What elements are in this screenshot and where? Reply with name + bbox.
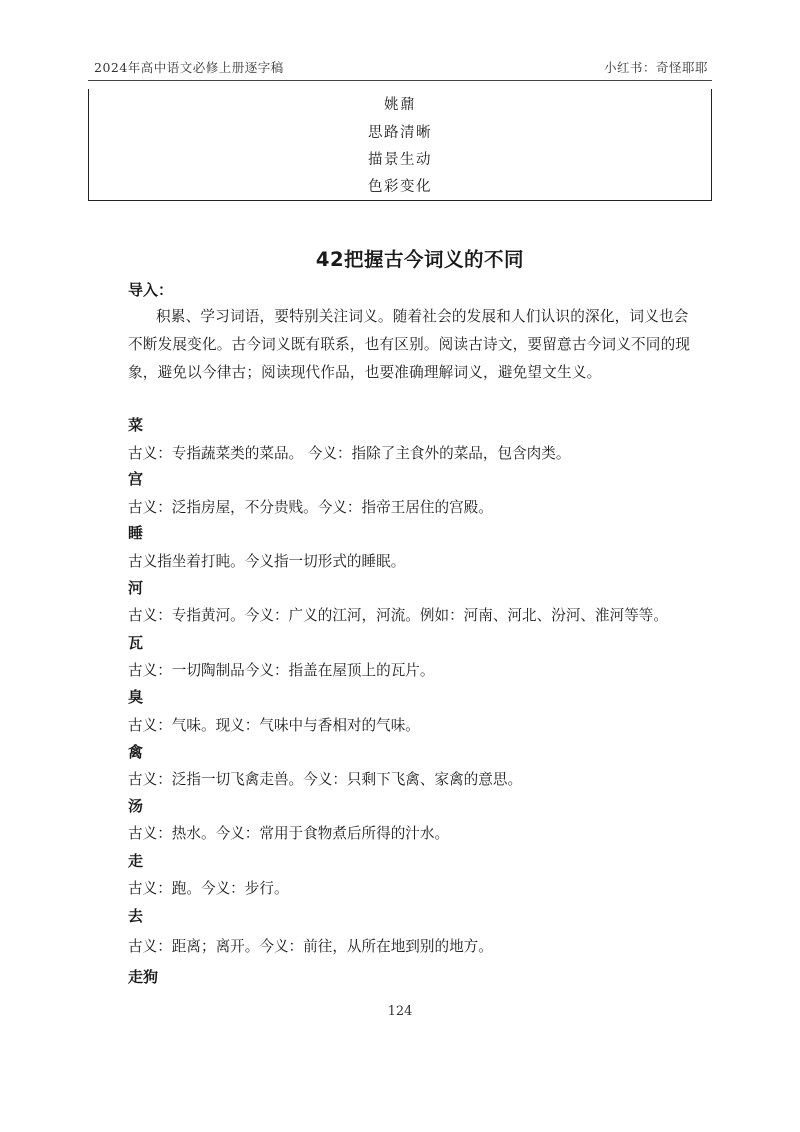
intro-line: 不断发展变化。古今词义既有联系，也有区别。阅读古诗文，要留意古今词义不同的现 <box>128 336 691 353</box>
section-title: 42把握古今词义的不同 <box>315 248 525 271</box>
page-header <box>88 56 712 76</box>
entry-definition: 古义指坐着打盹。今义指一切形式的睡眠。 <box>128 553 406 570</box>
entry-word: 宫 <box>128 470 144 488</box>
header-author: 小红书：奇怪耶耶 <box>603 60 708 75</box>
page-number: 124 <box>387 1004 413 1019</box>
entry-word: 禽 <box>128 743 144 761</box>
intro-label: 导入： <box>128 281 174 299</box>
intro-line: 积累、学习词语，要特别关注词义。随着社会的发展和人们认识的深化，词义也会 <box>156 308 689 325</box>
entry-definition: 古义：专指黄河。今义：广义的江河，河流。例如：河南、河北、汾河、淮河等等。 <box>128 607 668 624</box>
summary-line: 姚鼐 <box>384 97 416 113</box>
summary-line: 色彩变化 <box>368 179 432 195</box>
summary-box <box>88 89 712 201</box>
header-rule <box>88 80 712 81</box>
intro-line: 象，避免以今律古；阅读现代作品，也要准确理解词义，避免望文生义。 <box>128 364 602 381</box>
summary-line: 描景生动 <box>368 152 432 168</box>
entry-word: 瓦 <box>128 634 144 652</box>
entry-definition: 古义：跑。今义：步行。 <box>128 880 289 897</box>
summary-line: 思路清晰 <box>368 125 432 141</box>
entry-word: 臭 <box>128 688 144 706</box>
entry-definition: 古义：专指蔬菜类的菜品。 今义：指除了主食外的菜品，包含肉类。 <box>128 445 571 462</box>
entry-word: 去 <box>128 907 144 925</box>
entry-definition: 古义：一切陶制品今义：指盖在屋顶上的瓦片。 <box>128 662 435 679</box>
entry-word: 走 <box>128 852 144 870</box>
entry-definition: 古义：距离；离开。今义：前往，从所在地到别的地方。 <box>128 938 493 955</box>
entry-definition: 古义：泛指一切飞禽走兽。今义：只剩下飞禽、家禽的意思。 <box>128 771 523 788</box>
entry-word: 走狗 <box>128 968 159 986</box>
entry-word: 汤 <box>128 797 144 815</box>
entry-word: 河 <box>128 579 144 597</box>
entry-definition: 古义：泛指房屋，不分贵贱。今义：指帝王居住的宫殿。 <box>128 499 493 516</box>
entry-word: 睡 <box>128 524 144 542</box>
entry-definition: 古义：气味。现义：气味中与香相对的气味。 <box>128 717 420 734</box>
entry-definition: 古义：热水。今义：常用于食物煮后所得的汁水。 <box>128 825 450 842</box>
entry-word: 菜 <box>128 416 144 434</box>
header-book-title: 2024年高中语文必修上册逐字稿 <box>94 60 284 75</box>
